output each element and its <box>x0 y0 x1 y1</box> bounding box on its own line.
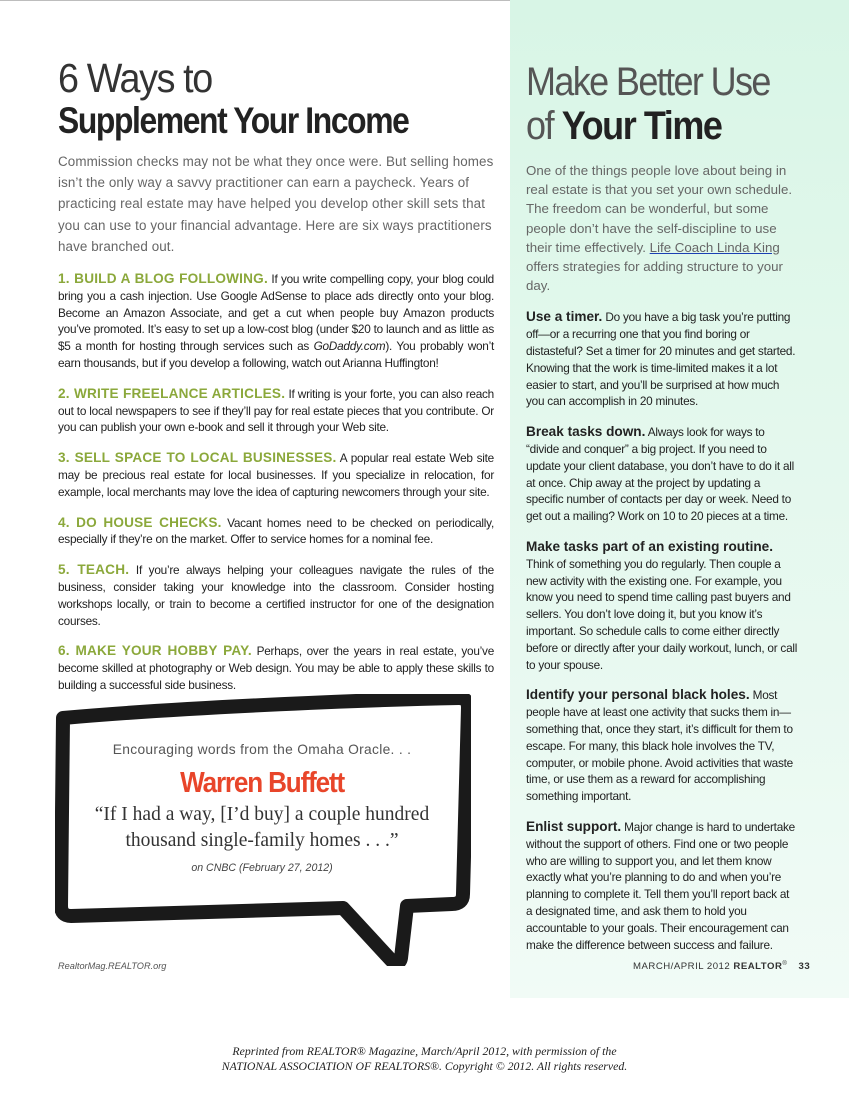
item-heading: 4. DO HOUSE CHECKS. <box>58 514 222 530</box>
tip-enlist-support <box>526 819 798 953</box>
tip-black-holes <box>526 687 798 805</box>
item-heading: 6. MAKE YOUR HOBBY PAY. <box>58 643 252 659</box>
footer-issue <box>633 961 810 972</box>
right-intro-before: One of the things people love about being in real estate is that you set your own schedule. The freedom can be wonderful, but some people don’t have the self-discipline to use their time effectively. <box>526 163 793 255</box>
right-intro <box>526 161 798 295</box>
right-intro-after: offers strategies for adding structure to your day. <box>526 259 783 294</box>
item-body: If writing is your forte, you can also reach out to local newspapers to see if they’ll pay for real estate pieces that you contribute. Or you can publish your own e-book and sell it through your Web site. <box>58 386 494 435</box>
tip-body: Think of something you do regularly. Then couple a new activity with the existing one. For example, you know you need to spend time calling past buyers and sellers. You don’t love doing it, but you know it’s important. So schedule calls to come either directly before or directly after your daily workout, lunch, or call to your spouse. <box>526 556 798 672</box>
right-title-of: of <box>526 104 562 148</box>
footer-magazine: REALTOR <box>733 961 783 973</box>
bubble-quote-line1: “If I had a way, [I’d buy] a couple hundred <box>94 804 430 825</box>
bubble-content <box>78 742 446 874</box>
page-number: 33 <box>798 961 811 973</box>
list-item-hobby <box>58 643 494 693</box>
bubble-source: on CNBC (February 27, 2012) <box>191 862 333 874</box>
list-item-freelance <box>58 386 494 436</box>
tip-heading: Break tasks down. <box>526 424 646 440</box>
item-body-italic: GoDaddy.com <box>313 339 386 354</box>
item-heading: 3. SELL SPACE TO LOCAL BUSINESSES. <box>58 450 337 466</box>
item-heading: 2. WRITE FREELANCE ARTICLES. <box>58 385 286 401</box>
top-rule <box>0 0 510 1</box>
right-title-line2 <box>526 104 771 148</box>
bubble-quote-line2: thousand single-family homes . . .” <box>125 830 399 851</box>
coach-name-link[interactable]: Life Coach Linda King <box>649 239 780 255</box>
tip-body: Major change is hard to undertake without the support of others. Find one or two people who are willing to support you, and let them know exactly what you’re planning to do and when you’re planning to complete it. Tell them you’ll report back at a designated time, and ask them to hold you accountable to your goals. Their encouragement can make the difference between success and failure. <box>526 819 795 952</box>
item-heading: 5. TEACH. <box>58 562 130 578</box>
reprint-notice <box>0 1044 849 1074</box>
item-body: If you write compelling copy, your blog could bring you a cash injection. Use Google AdSense to place ads directly onto your blog. Become an Amazon Associate, and get a cut when people buy Amazon products you’ve promoted. It’s easy to set up a low-cost blog (under $20 to launch and as little as $5 a month for hosting through services such as <box>58 272 494 354</box>
item-body: A popular real estate Web site may be precious real estate for local businesses. If you specialize in relocation, for example, local merchants may love the idea of capturing newcomers through your site. <box>58 451 494 499</box>
tip-body: Do you have a big task you’re putting off—or a recurring one that you find boring or distasteful? Set a timer for 20 minutes and get started. Knowing that the work is time-limited makes it a lot easier to start, and you’ll be surprised at how much you can accomplish in 20 minutes. <box>526 310 796 409</box>
reprint-line2: NATIONAL ASSOCIATION OF REALTORS®. Copyright © 2012. All rights reserved. <box>221 1059 628 1073</box>
list-item-teach <box>58 562 494 629</box>
tip-heading: Make tasks part of an existing routine. <box>526 538 774 554</box>
item-body: If you’re always helping your colleagues navigate the rules of the business, consider taking your knowledge into the classroom. Consider hosting workshops locally, or train to become a certified instructor for one of the designation courses. <box>58 563 494 628</box>
list-item-sell-space <box>58 450 494 500</box>
left-title-line1: 6 Ways to <box>58 55 212 101</box>
tip-existing-routine <box>526 539 798 673</box>
left-intro: Commission checks may not be what they once were. But selling homes isn’t the only way a savvy practitioner can earn a paycheck. Years of practicing real estate may have helped you develop other skill sets that you can use to your financial advantage. Here are six ways practitioners have branched out. <box>58 154 494 254</box>
right-column <box>526 60 798 953</box>
tip-break-tasks <box>526 424 798 525</box>
bubble-intro: Encouraging words from the Omaha Oracle. . . <box>112 742 412 757</box>
right-title-line1: Make Better Use <box>526 60 770 104</box>
list-item-house-checks <box>58 515 494 549</box>
footer-issue-date: MARCH/APRIL 2012 <box>633 961 731 973</box>
tip-heading: Identify your personal black holes. <box>526 687 750 703</box>
item-body-end: ). You probably won’t earn thousands, but if you develop a following, watch out Arianna Huffington! <box>58 339 494 370</box>
tip-heading: Enlist support. <box>526 818 622 834</box>
item-heading: 1. BUILD A BLOG FOLLOWING. <box>58 271 268 287</box>
item-body: Perhaps, over the years in real estate, you’ve become skilled at photography or Web design. You may be able to apply these skills to building a successful side business. <box>58 644 495 692</box>
footer-reg-mark: ® <box>782 961 788 967</box>
tip-body: Always look for ways to “divide and conquer” a big project. If you need to update your client database, you don’t have to do it all at once. Chip away at the project by updating a specific number of contacts per day or week. Need to get out a mailing? Work on 10 to 20 pieces at a time. <box>526 425 795 524</box>
left-column <box>58 55 494 694</box>
tip-body: Most people have at least one activity that sucks them in—something that, once they start, it’s difficult for them to escape. For many, this black hole involves the TV, computer, or mobile phone. Avoid activities that waste time, or use them as a reward for accomplishing something important. <box>526 688 793 804</box>
right-title-bold: Your Time <box>561 104 722 148</box>
item-body: Vacant homes need to be checked on periodically, especially if they’re on the market. Offer to service homes for a nominal fee. <box>58 515 494 547</box>
tip-heading: Use a timer. <box>526 309 603 325</box>
footer-website: RealtorMag.REALTOR.org <box>58 961 167 971</box>
left-title-line2: Supplement Your Income <box>58 100 409 141</box>
list-item-blog <box>58 271 494 372</box>
tip-use-timer <box>526 309 798 410</box>
reprint-line1: Reprinted from REALTOR® Magazine, March/April 2012, with permission of the <box>232 1044 617 1058</box>
bubble-name: Warren Buffett <box>180 767 344 799</box>
